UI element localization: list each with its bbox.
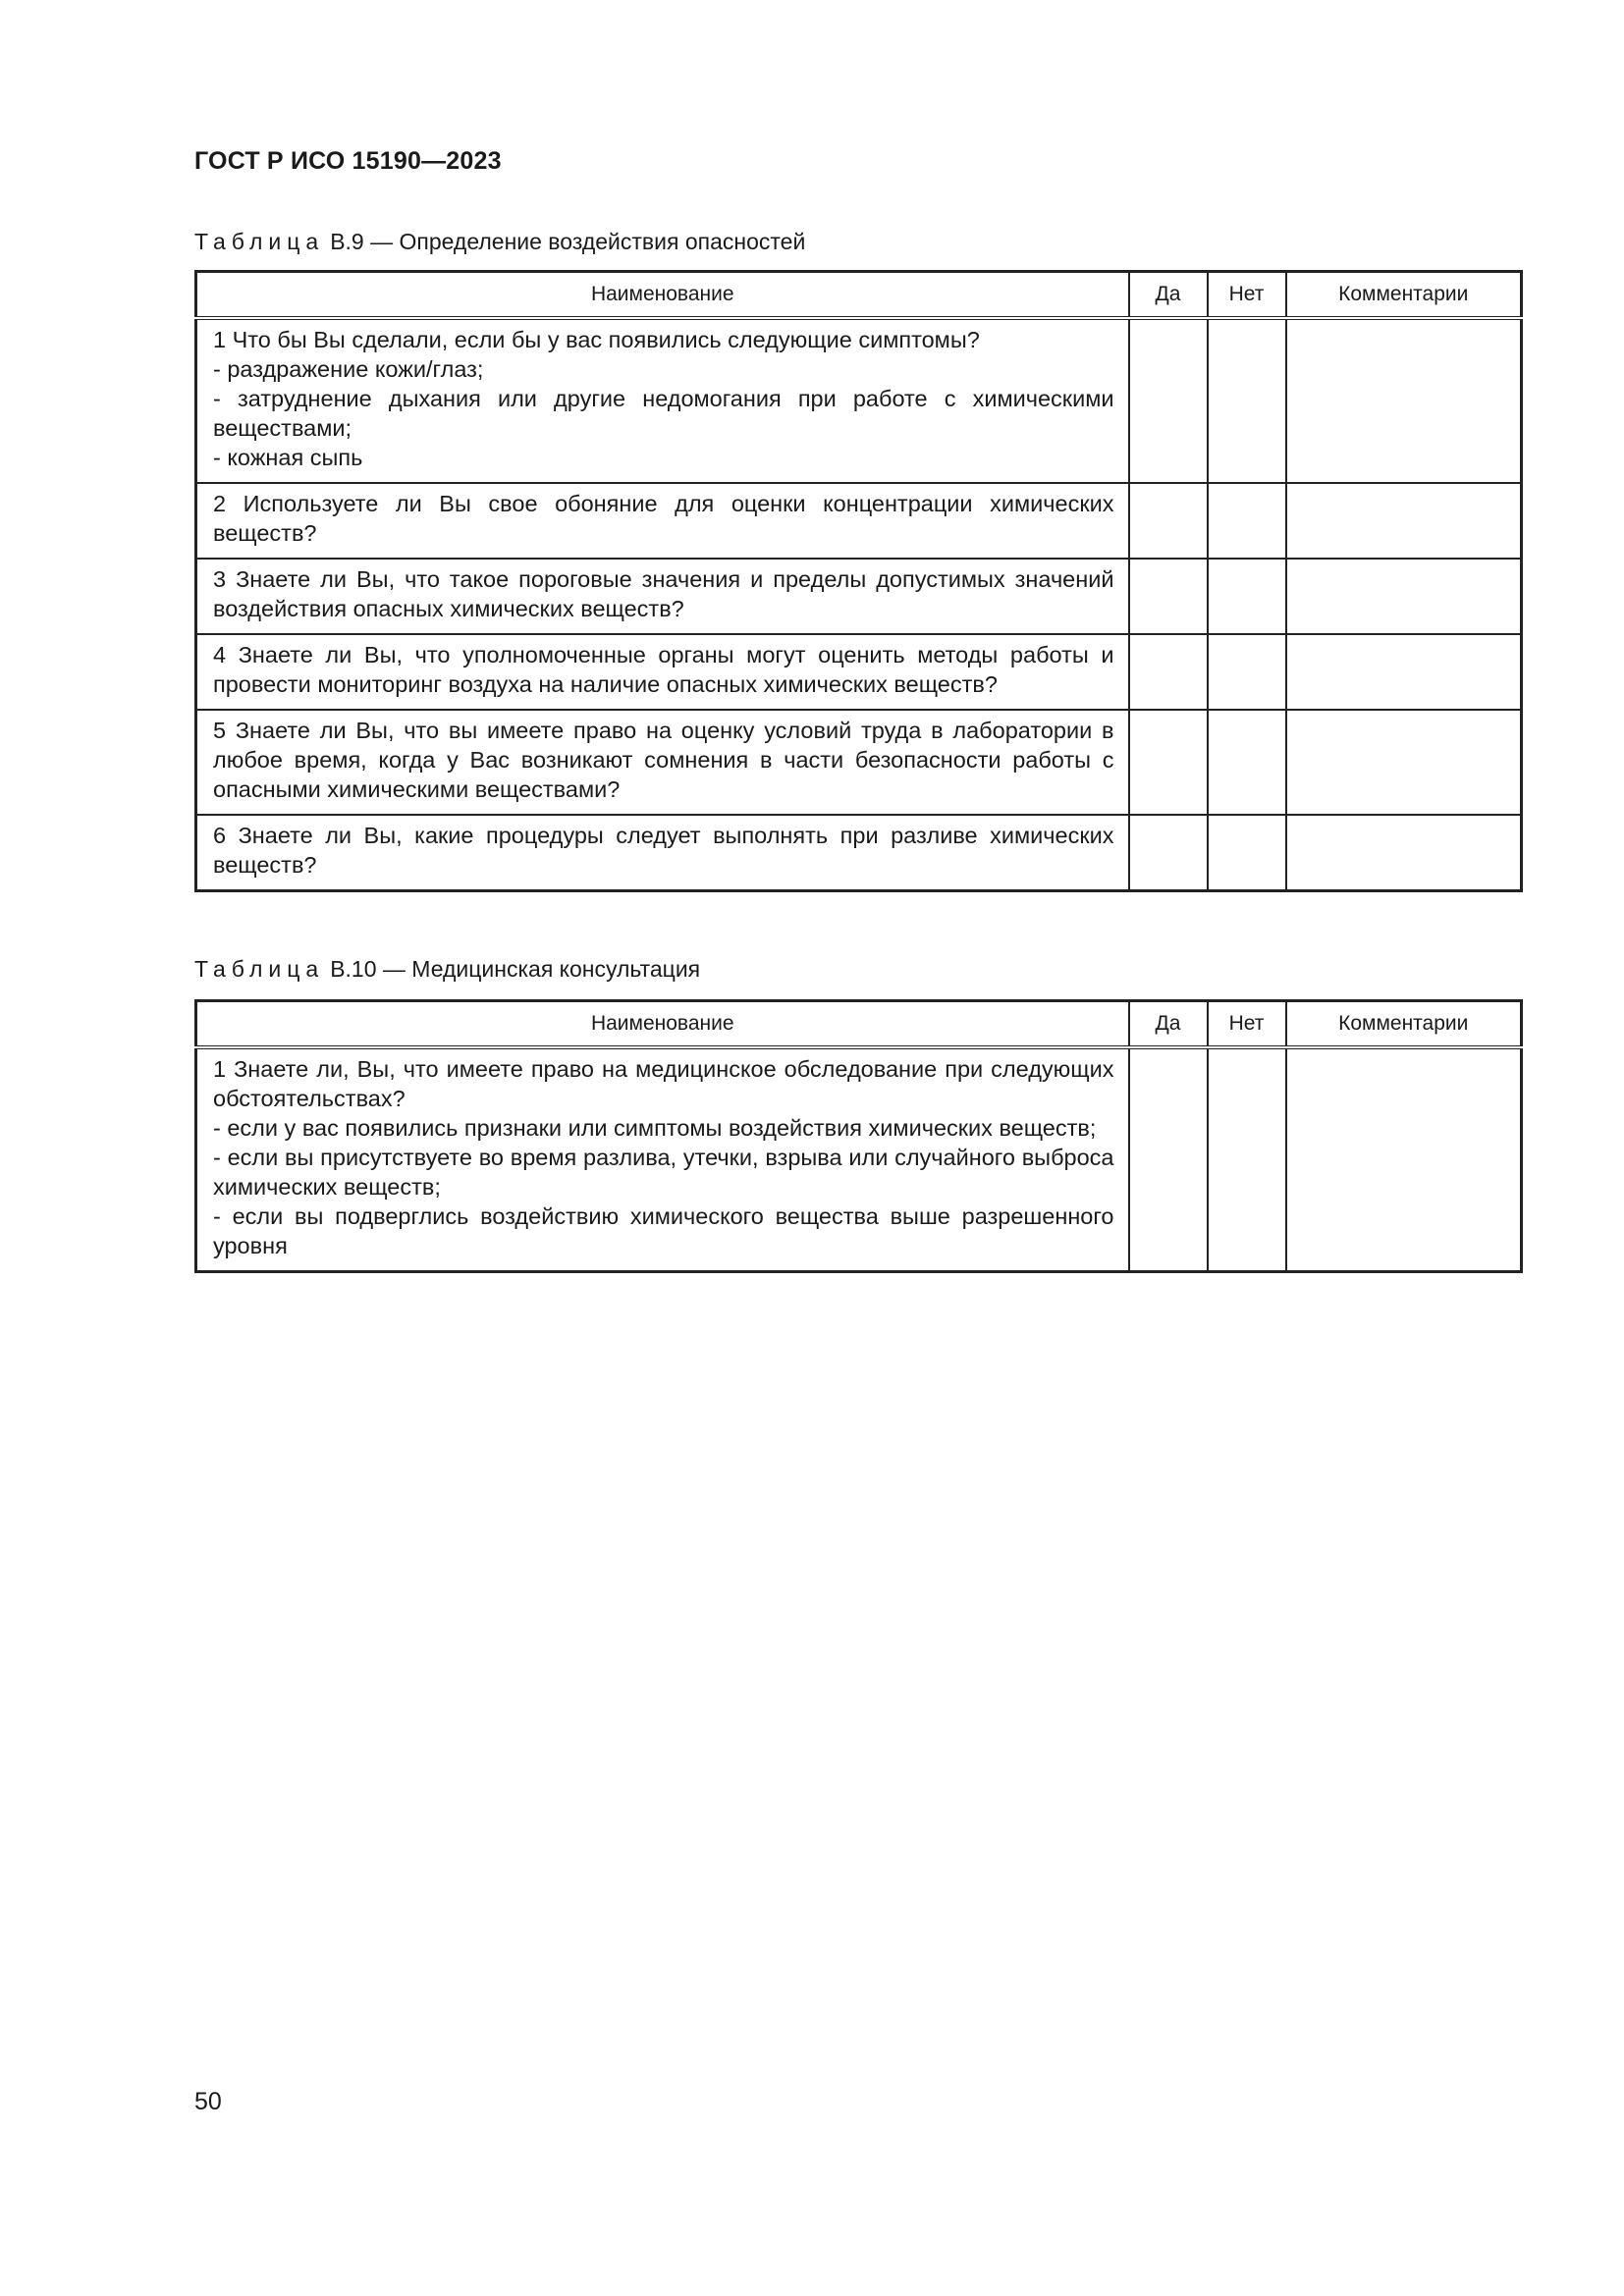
column-header-yes: Да xyxy=(1129,1001,1208,1048)
question-text: 6 Знаете ли Вы, какие процедуры следует выполнять при разливе химических веществ? xyxy=(213,823,1114,878)
yes-cell[interactable] xyxy=(1129,559,1208,634)
yes-cell[interactable] xyxy=(1129,815,1208,891)
column-header-comments: Комментарии xyxy=(1286,272,1522,319)
question-cell xyxy=(196,710,1129,815)
no-cell[interactable] xyxy=(1208,634,1286,710)
page-number: 50 xyxy=(194,2088,222,2115)
question-list-item: - если вы присутствуете во время разлива, утечки, взрыва или случайного выброса химических веществ; xyxy=(213,1145,1114,1200)
table-row xyxy=(196,1047,1522,1272)
no-cell[interactable] xyxy=(1208,318,1286,483)
comment-cell[interactable] xyxy=(1286,559,1522,634)
hazard-exposure-table xyxy=(194,270,1523,892)
question-text: 5 Знаете ли Вы, что вы имеете право на оценку условий труда в лаборатории в любое время, когда у Вас возникают сомнения в части безопасности работы с опасными химическими веществами? xyxy=(213,718,1114,802)
table-caption-word: Таблица xyxy=(194,956,325,982)
table-row xyxy=(196,634,1522,710)
yes-cell[interactable] xyxy=(1129,1047,1208,1272)
question-text: 1 Знаете ли, Вы, что имеете право на медицинское обследование при следующих обстоятельствах? xyxy=(213,1056,1114,1111)
document-header: ГОСТ Р ИСО 15190—2023 xyxy=(194,147,502,175)
column-header-no: Нет xyxy=(1208,1001,1286,1048)
no-cell[interactable] xyxy=(1208,1047,1286,1272)
yes-cell[interactable] xyxy=(1129,634,1208,710)
question-text: 2 Используете ли Вы свое обоняние для оценки концентрации химических веществ? xyxy=(213,491,1114,546)
question-cell xyxy=(196,634,1129,710)
comment-cell[interactable] xyxy=(1286,483,1522,559)
table-caption xyxy=(194,229,805,255)
question-text: 3 Знаете ли Вы, что такое пороговые значения и пределы допустимых значений воздействия опасных химических веществ? xyxy=(213,566,1114,621)
comment-cell[interactable] xyxy=(1286,634,1522,710)
table-caption xyxy=(194,956,700,983)
question-text: 4 Знаете ли Вы, что уполномоченные органы могут оценить методы работы и провести мониторинг воздуха на наличие опасных химических веществ? xyxy=(213,642,1114,697)
question-cell xyxy=(196,318,1129,483)
question-list-item: - если вы подверглись воздействию химического вещества выше разрешенного уровня xyxy=(213,1203,1114,1258)
yes-cell[interactable] xyxy=(1129,710,1208,815)
question-list-item: - раздражение кожи/глаз; xyxy=(213,356,484,382)
question-text: 1 Что бы Вы сделали, если бы у вас появились следующие симптомы? xyxy=(213,327,980,352)
table-caption-title: В.10 — Медицинская консультация xyxy=(330,956,701,982)
yes-cell[interactable] xyxy=(1129,483,1208,559)
no-cell[interactable] xyxy=(1208,559,1286,634)
column-header-no: Нет xyxy=(1208,272,1286,319)
yes-cell[interactable] xyxy=(1129,318,1208,483)
question-cell xyxy=(196,815,1129,891)
column-header-name: Наименование xyxy=(196,272,1129,319)
table-row xyxy=(196,559,1522,634)
question-cell xyxy=(196,559,1129,634)
table-row xyxy=(196,815,1522,891)
column-header-name: Наименование xyxy=(196,1001,1129,1048)
comment-cell[interactable] xyxy=(1286,815,1522,891)
column-header-comments: Комментарии xyxy=(1286,1001,1522,1048)
comment-cell[interactable] xyxy=(1286,710,1522,815)
medical-consultation-table xyxy=(194,999,1523,1273)
table-row xyxy=(196,483,1522,559)
table-row xyxy=(196,318,1522,483)
question-list-item: - затруднение дыхания или другие недомогания при работе с химическими веществами; xyxy=(213,386,1114,441)
no-cell[interactable] xyxy=(1208,815,1286,891)
question-list-item: - если у вас появились признаки или симптомы воздействия химических веществ; xyxy=(213,1115,1097,1141)
question-list-item: - кожная сыпь xyxy=(213,445,363,470)
comment-cell[interactable] xyxy=(1286,1047,1522,1272)
comment-cell[interactable] xyxy=(1286,318,1522,483)
column-header-yes: Да xyxy=(1129,272,1208,319)
question-cell xyxy=(196,483,1129,559)
table-caption-title: В.9 — Определение воздействия опасностей xyxy=(330,229,806,254)
table-header-row xyxy=(196,272,1522,319)
table-row xyxy=(196,710,1522,815)
table-header-row xyxy=(196,1001,1522,1048)
question-cell xyxy=(196,1047,1129,1272)
no-cell[interactable] xyxy=(1208,710,1286,815)
table-caption-word: Таблица xyxy=(194,229,325,254)
no-cell[interactable] xyxy=(1208,483,1286,559)
